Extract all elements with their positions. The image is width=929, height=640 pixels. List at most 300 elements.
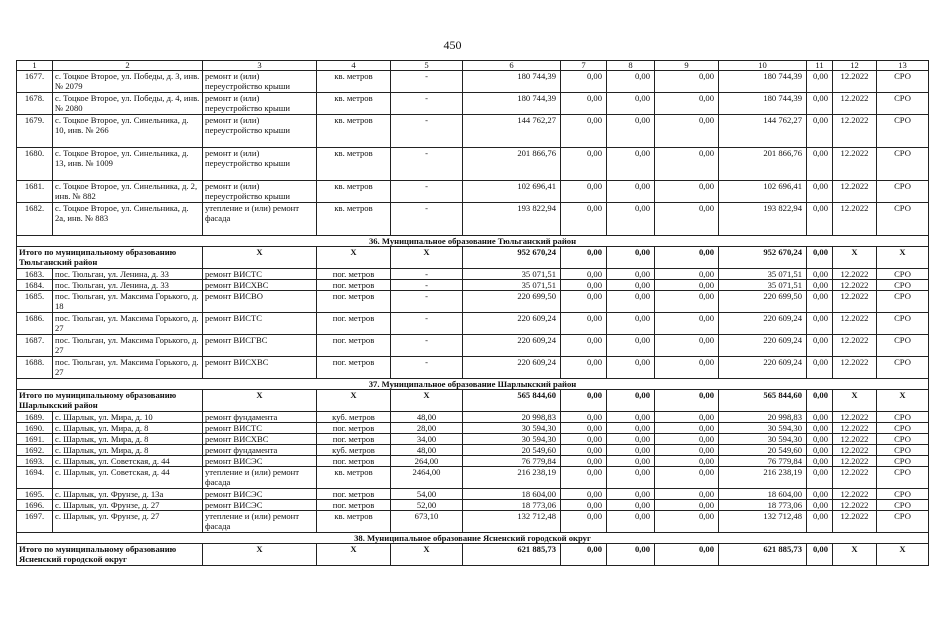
table-cell: кв. метров [317, 93, 391, 115]
subtotal-cell: Х [317, 390, 391, 412]
table-cell: 0,00 [607, 148, 655, 181]
table-row [17, 500, 929, 511]
table-cell: 220 699,50 [719, 291, 807, 313]
table-cell: СРО [877, 445, 929, 456]
header-cell: 3 [203, 61, 317, 71]
subtotal-row [17, 390, 929, 412]
address-cell: с. Тоцкое Второе, ул. Синельника, д. 13, инв. № 1009 [53, 148, 203, 181]
table-cell: 0,00 [561, 181, 607, 203]
table-row [17, 181, 929, 203]
table-cell: - [391, 291, 463, 313]
table-cell: 20 549,60 [719, 445, 807, 456]
table-cell: 76 779,84 [719, 456, 807, 467]
table-cell: 0,00 [607, 445, 655, 456]
address-cell: с. Тоцкое Второе, ул. Синельника, д. 2а, инв. № 883 [53, 203, 203, 236]
table-cell: 0,00 [807, 423, 833, 434]
work-type-cell: ремонт ВИСЭС [203, 500, 317, 511]
work-type-cell: ремонт ВИСХВС [203, 280, 317, 291]
table-cell: 220 609,24 [719, 313, 807, 335]
table-cell: пог. метров [317, 335, 391, 357]
table-cell: 0,00 [607, 115, 655, 148]
section-heading: 37. Муниципальное образование Шарлыкский район [17, 379, 929, 390]
table-cell: СРО [877, 280, 929, 291]
table-cell: 20 998,83 [463, 412, 561, 423]
table-cell: 0,00 [561, 357, 607, 379]
table-cell: 12.2022 [833, 434, 877, 445]
table-cell: 220 609,24 [463, 313, 561, 335]
subtotal-cell: 0,00 [807, 247, 833, 269]
table-cell: 0,00 [561, 412, 607, 423]
table-cell: 0,00 [807, 357, 833, 379]
subtotal-cell: Х [833, 544, 877, 566]
header-cell: 1 [17, 61, 53, 71]
table-cell: 0,00 [607, 511, 655, 533]
row-number: 1680. [17, 148, 53, 181]
work-type-cell: утепление и (или) ремонт фасада [203, 467, 317, 489]
header-cell: 5 [391, 61, 463, 71]
table-cell: 0,00 [561, 203, 607, 236]
table-row [17, 456, 929, 467]
subtotal-cell: Х [391, 247, 463, 269]
table-cell: 0,00 [807, 434, 833, 445]
table-cell: 48,00 [391, 445, 463, 456]
table-cell: 0,00 [561, 115, 607, 148]
table-cell: 0,00 [561, 445, 607, 456]
table-cell: 216 238,19 [463, 467, 561, 489]
table-row [17, 148, 929, 181]
row-number: 1684. [17, 280, 53, 291]
row-number: 1690. [17, 423, 53, 434]
table-cell: 0,00 [655, 357, 719, 379]
subtotal-cell: Х [833, 390, 877, 412]
table-cell: кв. метров [317, 71, 391, 93]
table-cell: 132 712,48 [719, 511, 807, 533]
table-cell: 0,00 [607, 280, 655, 291]
work-type-cell: утепление и (или) ремонт фасада [203, 511, 317, 533]
table-cell: 0,00 [607, 269, 655, 280]
table-cell: - [391, 335, 463, 357]
work-type-cell: ремонт ВИСХВС [203, 357, 317, 379]
table-cell: СРО [877, 313, 929, 335]
table-cell: - [391, 71, 463, 93]
table-cell: пог. метров [317, 291, 391, 313]
subtotal-cell: 565 844,60 [719, 390, 807, 412]
table-cell: 30 594,30 [463, 423, 561, 434]
table-cell: 0,00 [807, 313, 833, 335]
subtotal-cell: 0,00 [561, 544, 607, 566]
row-number: 1689. [17, 412, 53, 423]
table-cell: 0,00 [655, 280, 719, 291]
table-row [17, 71, 929, 93]
subtotal-cell: 0,00 [607, 390, 655, 412]
section-heading-row [17, 379, 929, 390]
table-cell: 18 773,06 [463, 500, 561, 511]
row-number: 1685. [17, 291, 53, 313]
table-cell: 12.2022 [833, 280, 877, 291]
work-type-cell: ремонт ВИСХВС [203, 434, 317, 445]
table-cell: 0,00 [655, 335, 719, 357]
table-cell: 201 866,76 [463, 148, 561, 181]
table-cell: 144 762,27 [463, 115, 561, 148]
table-cell: - [391, 203, 463, 236]
table-cell: 0,00 [807, 93, 833, 115]
table-cell: - [391, 148, 463, 181]
table-cell: 0,00 [561, 71, 607, 93]
table-cell: СРО [877, 467, 929, 489]
table-cell: - [391, 357, 463, 379]
table-cell: 54,00 [391, 489, 463, 500]
work-type-cell: утепление и (или) ремонт фасада [203, 203, 317, 236]
address-cell: с. Тоцкое Второе, ул. Синельника, д. 2, инв. № 882 [53, 181, 203, 203]
row-number: 1695. [17, 489, 53, 500]
table-cell: 0,00 [561, 511, 607, 533]
table-cell: пог. метров [317, 456, 391, 467]
table-cell: - [391, 269, 463, 280]
subtotal-cell: 952 670,24 [463, 247, 561, 269]
table-cell: куб. метров [317, 412, 391, 423]
table-row [17, 280, 929, 291]
table-cell: 12.2022 [833, 489, 877, 500]
table-cell: 0,00 [807, 335, 833, 357]
subtotal-cell: 0,00 [807, 544, 833, 566]
address-cell: с. Шарлык, ул. Мира, д. 10 [53, 412, 203, 423]
table-cell: 52,00 [391, 500, 463, 511]
subtotal-cell: Х [203, 247, 317, 269]
table-cell: кв. метров [317, 467, 391, 489]
table-cell: 30 594,30 [719, 434, 807, 445]
header-cell: 4 [317, 61, 391, 71]
work-type-cell: ремонт фундамента [203, 445, 317, 456]
table-cell: 0,00 [561, 434, 607, 445]
subtotal-cell: Х [877, 247, 929, 269]
table-cell: пог. метров [317, 434, 391, 445]
address-cell: пос. Тюльган, ул. Максима Горького, д. 27 [53, 357, 203, 379]
table-row [17, 357, 929, 379]
address-cell: с. Тоцкое Второе, ул. Синельника, д. 10, инв. № 266 [53, 115, 203, 148]
table-cell: куб. метров [317, 445, 391, 456]
subtotal-cell: 0,00 [655, 390, 719, 412]
address-cell: с. Тоцкое Второе, ул. Победы, д. 3, инв. № 2079 [53, 71, 203, 93]
subtotal-label: Итого по муниципальному образованию Шарлыкский район [17, 390, 203, 412]
table-cell: 12.2022 [833, 313, 877, 335]
table-cell: пог. метров [317, 500, 391, 511]
table-cell: 0,00 [807, 280, 833, 291]
address-cell: с. Шарлык, ул. Советская, д. 44 [53, 467, 203, 489]
row-number: 1688. [17, 357, 53, 379]
subtotal-row [17, 247, 929, 269]
table-cell: 180 744,39 [463, 71, 561, 93]
table-row [17, 489, 929, 500]
header-cell: 12 [833, 61, 877, 71]
table-cell: 12.2022 [833, 269, 877, 280]
table-cell: 0,00 [561, 423, 607, 434]
table-row [17, 511, 929, 533]
row-number: 1678. [17, 93, 53, 115]
table-cell: 0,00 [607, 181, 655, 203]
section-heading-row [17, 533, 929, 544]
subtotal-cell: Х [877, 544, 929, 566]
table-cell: 0,00 [655, 291, 719, 313]
subtotal-cell: Х [391, 390, 463, 412]
table-cell: 0,00 [607, 291, 655, 313]
table-cell: 12.2022 [833, 357, 877, 379]
address-cell: пос. Тюльган, ул. Максима Горького, д. 18 [53, 291, 203, 313]
work-type-cell: ремонт и (или) переустройство крыши [203, 115, 317, 148]
table-row [17, 434, 929, 445]
table-cell: 20 549,60 [463, 445, 561, 456]
table-cell: - [391, 93, 463, 115]
table-cell: СРО [877, 181, 929, 203]
table-cell: 0,00 [561, 456, 607, 467]
table-cell: - [391, 313, 463, 335]
work-type-cell: ремонт ВИСГВС [203, 335, 317, 357]
table-cell: 0,00 [807, 456, 833, 467]
row-number: 1691. [17, 434, 53, 445]
table-cell: 0,00 [607, 203, 655, 236]
subtotal-cell: 0,00 [807, 390, 833, 412]
table-cell: 0,00 [561, 93, 607, 115]
row-number: 1692. [17, 445, 53, 456]
row-number: 1693. [17, 456, 53, 467]
table-cell: 0,00 [561, 489, 607, 500]
table-cell: 12.2022 [833, 335, 877, 357]
table-row [17, 93, 929, 115]
table-cell: пог. метров [317, 313, 391, 335]
page-number: 450 [443, 38, 462, 52]
table-cell: 34,00 [391, 434, 463, 445]
table-cell: 12.2022 [833, 203, 877, 236]
table-cell: 0,00 [561, 148, 607, 181]
row-number: 1694. [17, 467, 53, 489]
table-cell: 76 779,84 [463, 456, 561, 467]
table-cell: 12.2022 [833, 412, 877, 423]
table-cell: СРО [877, 423, 929, 434]
table-cell: 0,00 [655, 445, 719, 456]
table-cell: 0,00 [607, 500, 655, 511]
table-row [17, 445, 929, 456]
table-cell: 0,00 [807, 181, 833, 203]
table-cell: 0,00 [607, 357, 655, 379]
table-cell: 673,10 [391, 511, 463, 533]
table-cell: СРО [877, 500, 929, 511]
address-cell: с. Шарлык, ул. Советская, д. 44 [53, 456, 203, 467]
table-cell: 0,00 [655, 423, 719, 434]
table-row [17, 423, 929, 434]
table-cell: 193 822,94 [463, 203, 561, 236]
header-cell: 8 [607, 61, 655, 71]
work-type-cell: ремонт ВИСВО [203, 291, 317, 313]
table-cell: 0,00 [807, 148, 833, 181]
header-cell: 9 [655, 61, 719, 71]
table-cell: СРО [877, 115, 929, 148]
table-cell: 0,00 [807, 115, 833, 148]
table-cell: 102 696,41 [719, 181, 807, 203]
table-cell: 0,00 [561, 291, 607, 313]
table-cell: пог. метров [317, 269, 391, 280]
table-cell: СРО [877, 489, 929, 500]
table-cell: 0,00 [561, 467, 607, 489]
table-cell: СРО [877, 511, 929, 533]
header-cell: 6 [463, 61, 561, 71]
table-cell: 48,00 [391, 412, 463, 423]
table-cell: СРО [877, 434, 929, 445]
table-cell: 180 744,39 [719, 71, 807, 93]
table-cell: - [391, 181, 463, 203]
subtotal-cell: 0,00 [561, 247, 607, 269]
address-cell: с. Шарлык, ул. Фрунзе, д. 27 [53, 511, 203, 533]
table-cell: 0,00 [607, 412, 655, 423]
table-cell: 144 762,27 [719, 115, 807, 148]
table-cell: СРО [877, 93, 929, 115]
table-cell: 0,00 [807, 489, 833, 500]
table-cell: 18 604,00 [463, 489, 561, 500]
address-cell: пос. Тюльган, ул. Максима Горького, д. 27 [53, 335, 203, 357]
table-cell: 12.2022 [833, 181, 877, 203]
table-cell: 18 773,06 [719, 500, 807, 511]
work-type-cell: ремонт фундамента [203, 412, 317, 423]
table-cell: 102 696,41 [463, 181, 561, 203]
table-cell: - [391, 115, 463, 148]
table-cell: 12.2022 [833, 423, 877, 434]
row-number: 1687. [17, 335, 53, 357]
section-heading: 38. Муниципальное образование Ясненский городской округ [17, 533, 929, 544]
table-cell: - [391, 280, 463, 291]
table-cell: 0,00 [655, 489, 719, 500]
table-row [17, 269, 929, 280]
table-cell: 12.2022 [833, 445, 877, 456]
table-cell: СРО [877, 357, 929, 379]
table-cell: 220 609,24 [719, 335, 807, 357]
section-heading: 36. Муниципальное образование Тюльганский район [17, 236, 929, 247]
address-cell: с. Шарлык, ул. Мира, д. 8 [53, 423, 203, 434]
table-cell: кв. метров [317, 181, 391, 203]
subtotal-cell: Х [317, 544, 391, 566]
table-cell: 0,00 [655, 313, 719, 335]
table-row [17, 313, 929, 335]
work-type-cell: ремонт и (или) переустройство крыши [203, 181, 317, 203]
subtotal-cell: 0,00 [655, 247, 719, 269]
table-cell: 180 744,39 [463, 93, 561, 115]
table-cell: 0,00 [807, 412, 833, 423]
table-cell: 220 609,24 [719, 357, 807, 379]
subtotal-cell: 621 885,73 [463, 544, 561, 566]
row-number: 1679. [17, 115, 53, 148]
table-cell: кв. метров [317, 148, 391, 181]
table-cell: 0,00 [655, 93, 719, 115]
table-cell: 0,00 [561, 335, 607, 357]
work-type-cell: ремонт и (или) переустройство крыши [203, 93, 317, 115]
table-body [17, 61, 929, 566]
subtotal-label: Итого по муниципальному образованию Тюльганский район [17, 247, 203, 269]
table-row [17, 115, 929, 148]
table-cell: 0,00 [655, 511, 719, 533]
header-cell: 11 [807, 61, 833, 71]
subtotal-cell: Х [833, 247, 877, 269]
column-number-header-row [17, 61, 929, 71]
work-type-cell: ремонт и (или) переустройство крыши [203, 71, 317, 93]
table-cell: 132 712,48 [463, 511, 561, 533]
work-type-cell: ремонт ВИСТС [203, 423, 317, 434]
address-cell: пос. Тюльган, ул. Ленина, д. 33 [53, 280, 203, 291]
table-cell: пог. метров [317, 357, 391, 379]
work-type-cell: ремонт ВИСТС [203, 313, 317, 335]
subtotal-cell: Х [203, 390, 317, 412]
capital-repair-table [16, 60, 929, 566]
table-cell: 12.2022 [833, 93, 877, 115]
subtotal-cell: 952 670,24 [719, 247, 807, 269]
table-cell: 264,00 [391, 456, 463, 467]
address-cell: с. Шарлык, ул. Фрунзе, д. 27 [53, 500, 203, 511]
header-cell: 7 [561, 61, 607, 71]
address-cell: с. Тоцкое Второе, ул. Победы, д. 4, инв. № 2080 [53, 93, 203, 115]
subtotal-cell: 565 844,60 [463, 390, 561, 412]
table-cell: 20 998,83 [719, 412, 807, 423]
header-cell: 10 [719, 61, 807, 71]
table-cell: 12.2022 [833, 500, 877, 511]
table-cell: 28,00 [391, 423, 463, 434]
work-type-cell: ремонт и (или) переустройство крыши [203, 148, 317, 181]
table-cell: 0,00 [655, 269, 719, 280]
subtotal-cell: Х [391, 544, 463, 566]
table-cell: 0,00 [807, 445, 833, 456]
table-cell: 35 071,51 [463, 269, 561, 280]
table-cell: 18 604,00 [719, 489, 807, 500]
table-cell: 12.2022 [833, 71, 877, 93]
table-cell: СРО [877, 203, 929, 236]
table-cell: 0,00 [655, 434, 719, 445]
table-cell: 12.2022 [833, 467, 877, 489]
table-cell: СРО [877, 456, 929, 467]
row-number: 1696. [17, 500, 53, 511]
table-cell: кв. метров [317, 203, 391, 236]
address-cell: с. Шарлык, ул. Мира, д. 8 [53, 445, 203, 456]
table-cell: 0,00 [807, 291, 833, 313]
subtotal-cell: 621 885,73 [719, 544, 807, 566]
table-row [17, 203, 929, 236]
table-cell: 0,00 [655, 148, 719, 181]
table-cell: 2464,00 [391, 467, 463, 489]
table-cell: 0,00 [607, 313, 655, 335]
subtotal-cell: 0,00 [655, 544, 719, 566]
table-cell: 0,00 [807, 71, 833, 93]
header-cell: 13 [877, 61, 929, 71]
table-cell: 0,00 [655, 500, 719, 511]
table-cell: 0,00 [607, 423, 655, 434]
table-cell: 30 594,30 [463, 434, 561, 445]
table-cell: 180 744,39 [719, 93, 807, 115]
table-cell: 0,00 [607, 456, 655, 467]
table-cell: 216 238,19 [719, 467, 807, 489]
row-number: 1681. [17, 181, 53, 203]
table-cell: 0,00 [561, 269, 607, 280]
subtotal-cell: 0,00 [607, 247, 655, 269]
table-cell: 220 609,24 [463, 335, 561, 357]
table-cell: 12.2022 [833, 291, 877, 313]
subtotal-row [17, 544, 929, 566]
table-cell: кв. метров [317, 511, 391, 533]
work-type-cell: ремонт ВИСЭС [203, 489, 317, 500]
table-row [17, 467, 929, 489]
table-cell: 0,00 [807, 467, 833, 489]
section-heading-row [17, 236, 929, 247]
table-cell: 0,00 [561, 313, 607, 335]
table-cell: 0,00 [607, 71, 655, 93]
table-cell: 0,00 [561, 280, 607, 291]
table-cell: 0,00 [807, 511, 833, 533]
table-cell: 12.2022 [833, 456, 877, 467]
table-cell: 35 071,51 [719, 280, 807, 291]
table-cell: 12.2022 [833, 148, 877, 181]
